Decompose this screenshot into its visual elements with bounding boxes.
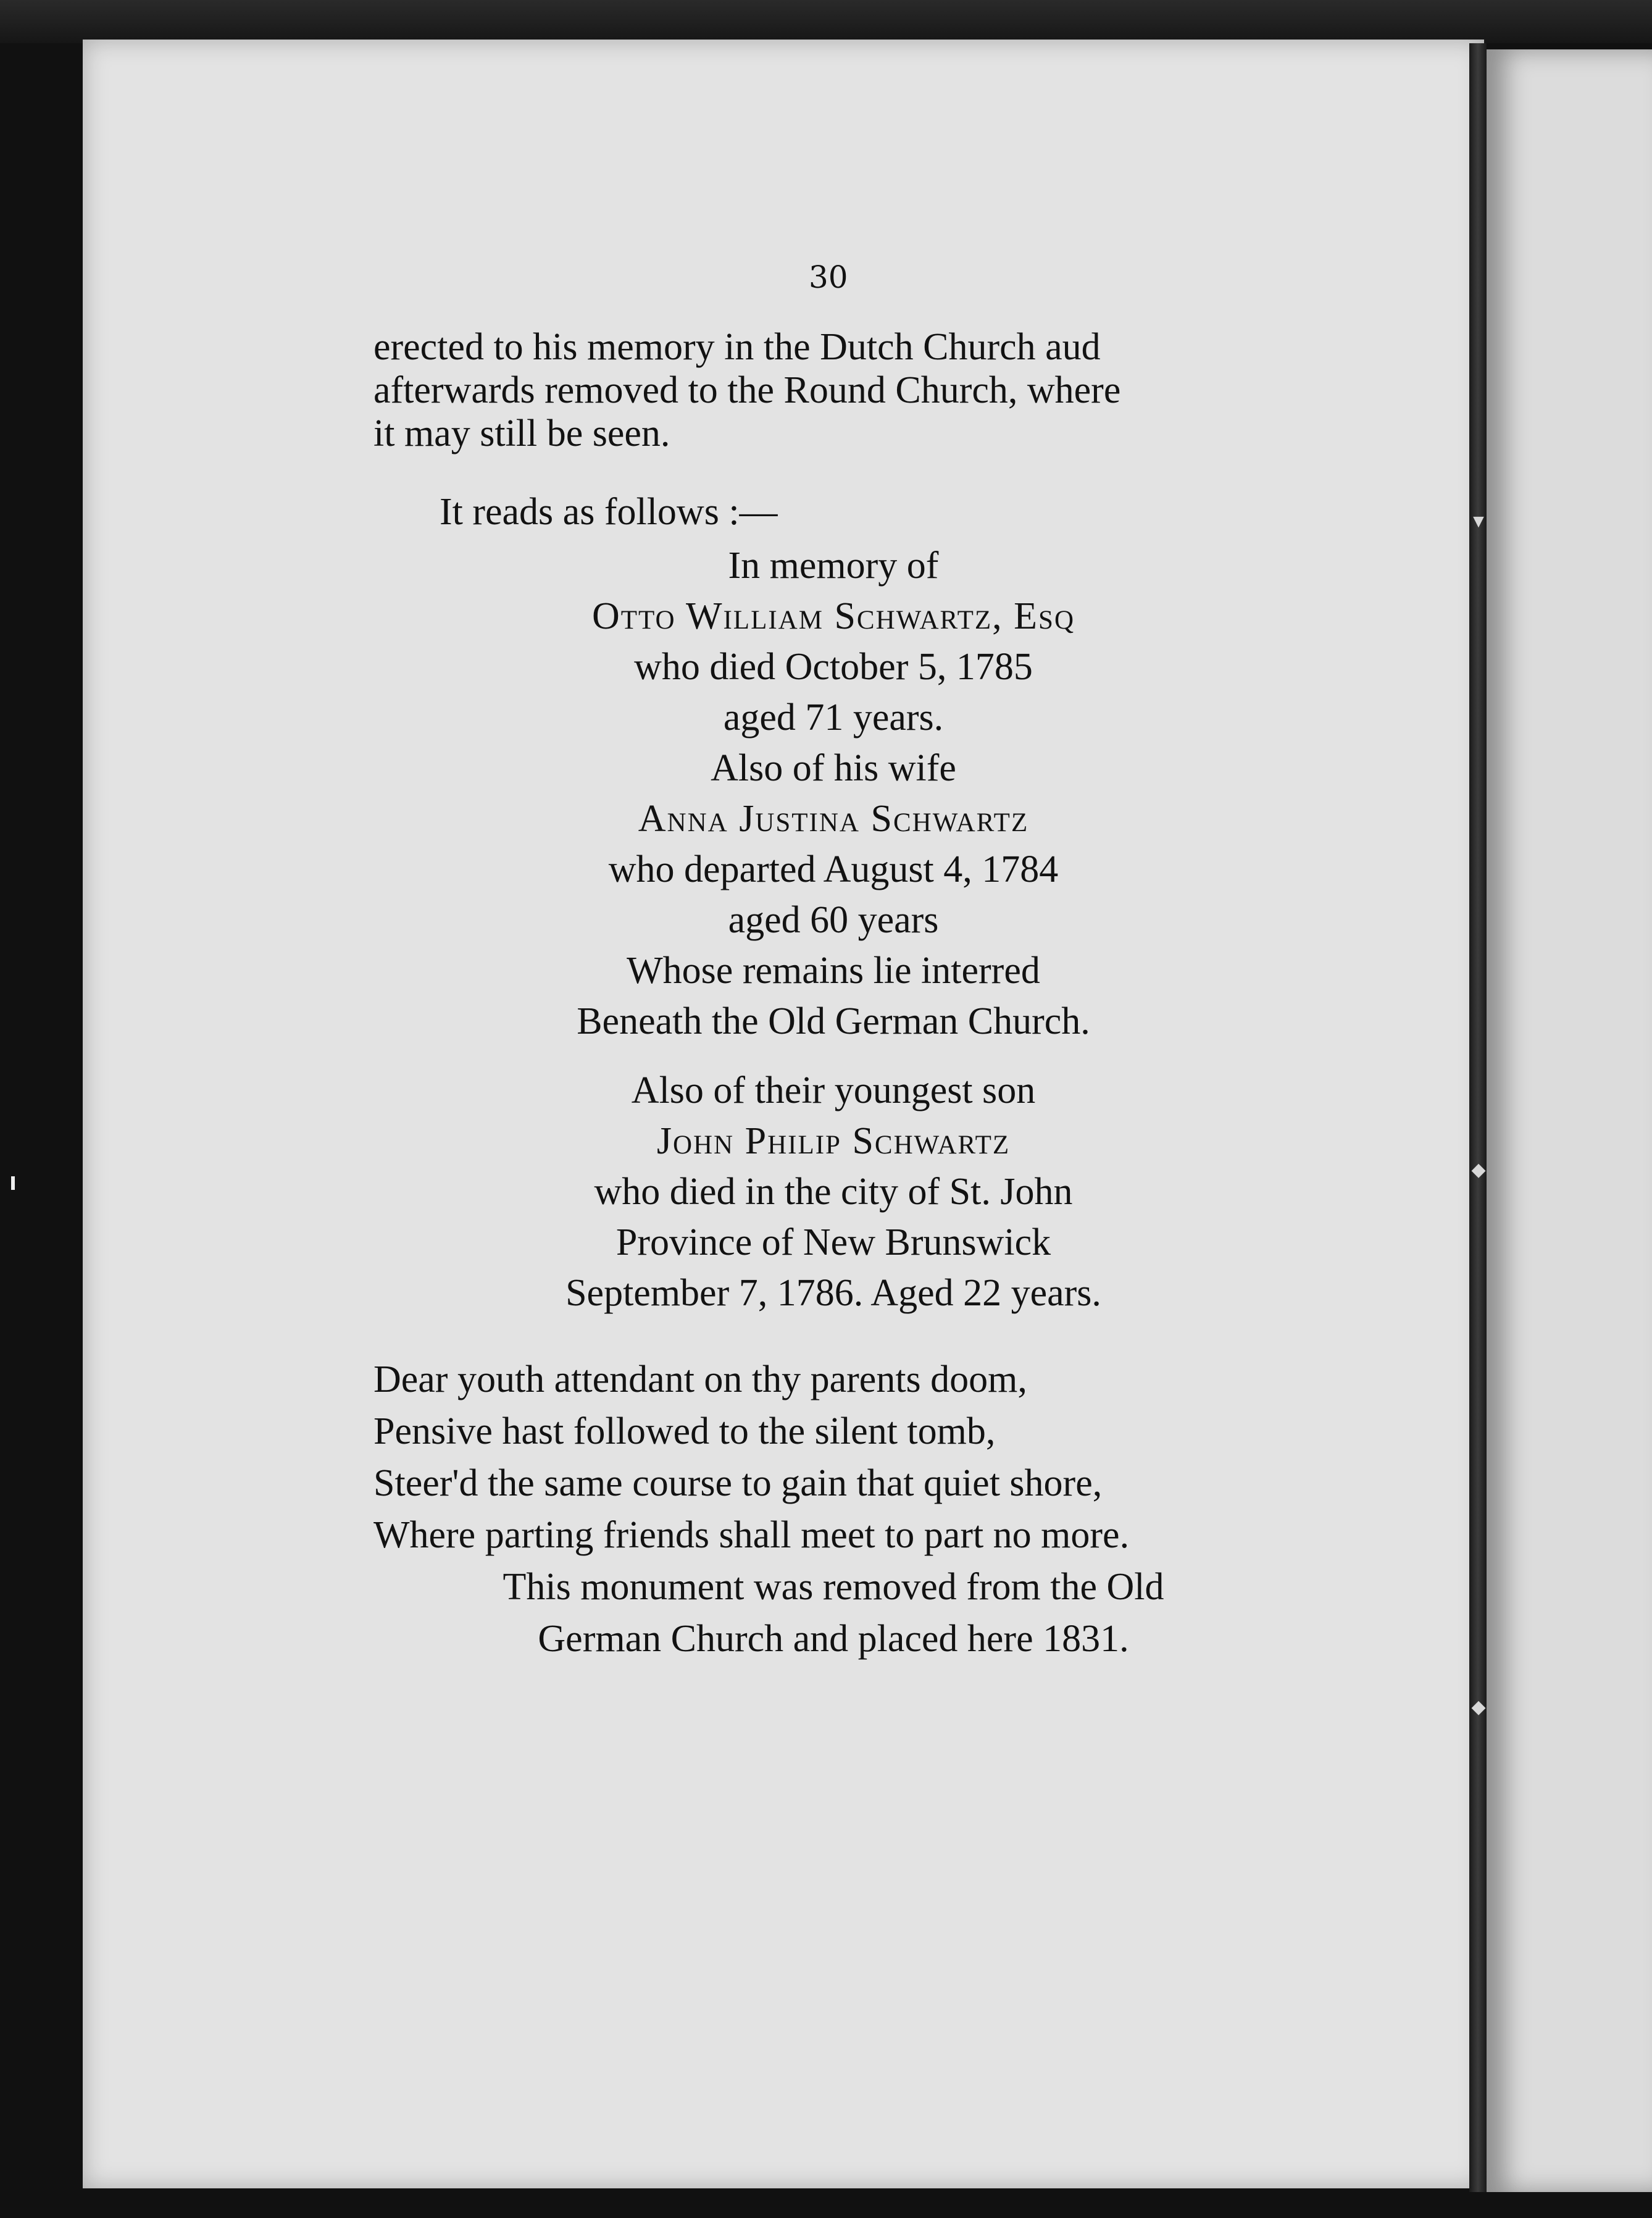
inscription-line: aged 60 years (728, 899, 939, 941)
inscription-line: who departed August 4, 1784 (608, 848, 1059, 890)
closing-line: German Church and placed here 1831. (538, 1618, 1129, 1660)
page-number: 30 (809, 259, 848, 295)
inscription-line: who died October 5, 1785 (634, 646, 1033, 688)
book-gutter (1469, 43, 1487, 2192)
reads-as-follows: It reads as follows :— (440, 491, 778, 533)
verse-line: Steer'd the same course to gain that quiet shore, (373, 1462, 1103, 1504)
intro-line: it may still be seen. (373, 412, 670, 454)
inscription-line: Also of his wife (711, 747, 956, 789)
margin-mark (11, 1176, 15, 1190)
verse-line: Pensive hast followed to the silent tomb, (373, 1410, 996, 1452)
intro-line: erected to his memory in the Dutch Church aud (373, 326, 1101, 368)
intro-line: afterwards removed to the Round Church, where (373, 369, 1121, 411)
inscription-line: Whose remains lie interred (627, 950, 1040, 992)
inscription-line: who died in the city of St. John (594, 1171, 1073, 1213)
inscription-name: Anna Justina Schwartz (638, 798, 1029, 840)
binding-stitch-icon: ◆ (1471, 1697, 1486, 1717)
inscription-line: In memory of (728, 545, 939, 587)
verse-line: Where parting friends shall meet to part no more. (373, 1514, 1130, 1556)
inscription-line: September 7, 1786. Aged 22 years. (565, 1272, 1101, 1314)
inscription-line: Province of New Brunswick (615, 1221, 1051, 1263)
inscription-name: John Philip Schwartz (656, 1120, 1011, 1162)
scan-top-border (0, 0, 1652, 43)
closing-line: This monument was removed from the Old (503, 1566, 1164, 1608)
inscription-line: aged 71 years. (723, 697, 944, 739)
binding-stitch-icon: ◆ (1471, 1160, 1486, 1180)
inscription-line: Beneath the Old German Church. (577, 1000, 1090, 1042)
inscription-line: Also of their youngest son (631, 1069, 1036, 1111)
facing-page-edge (1487, 49, 1652, 2192)
verse-line: Dear youth attendant on thy parents doom, (373, 1358, 1027, 1400)
binding-stitch-icon: ▼ (1469, 511, 1488, 532)
inscription-name: Otto William Schwartz, Esq (592, 595, 1075, 637)
